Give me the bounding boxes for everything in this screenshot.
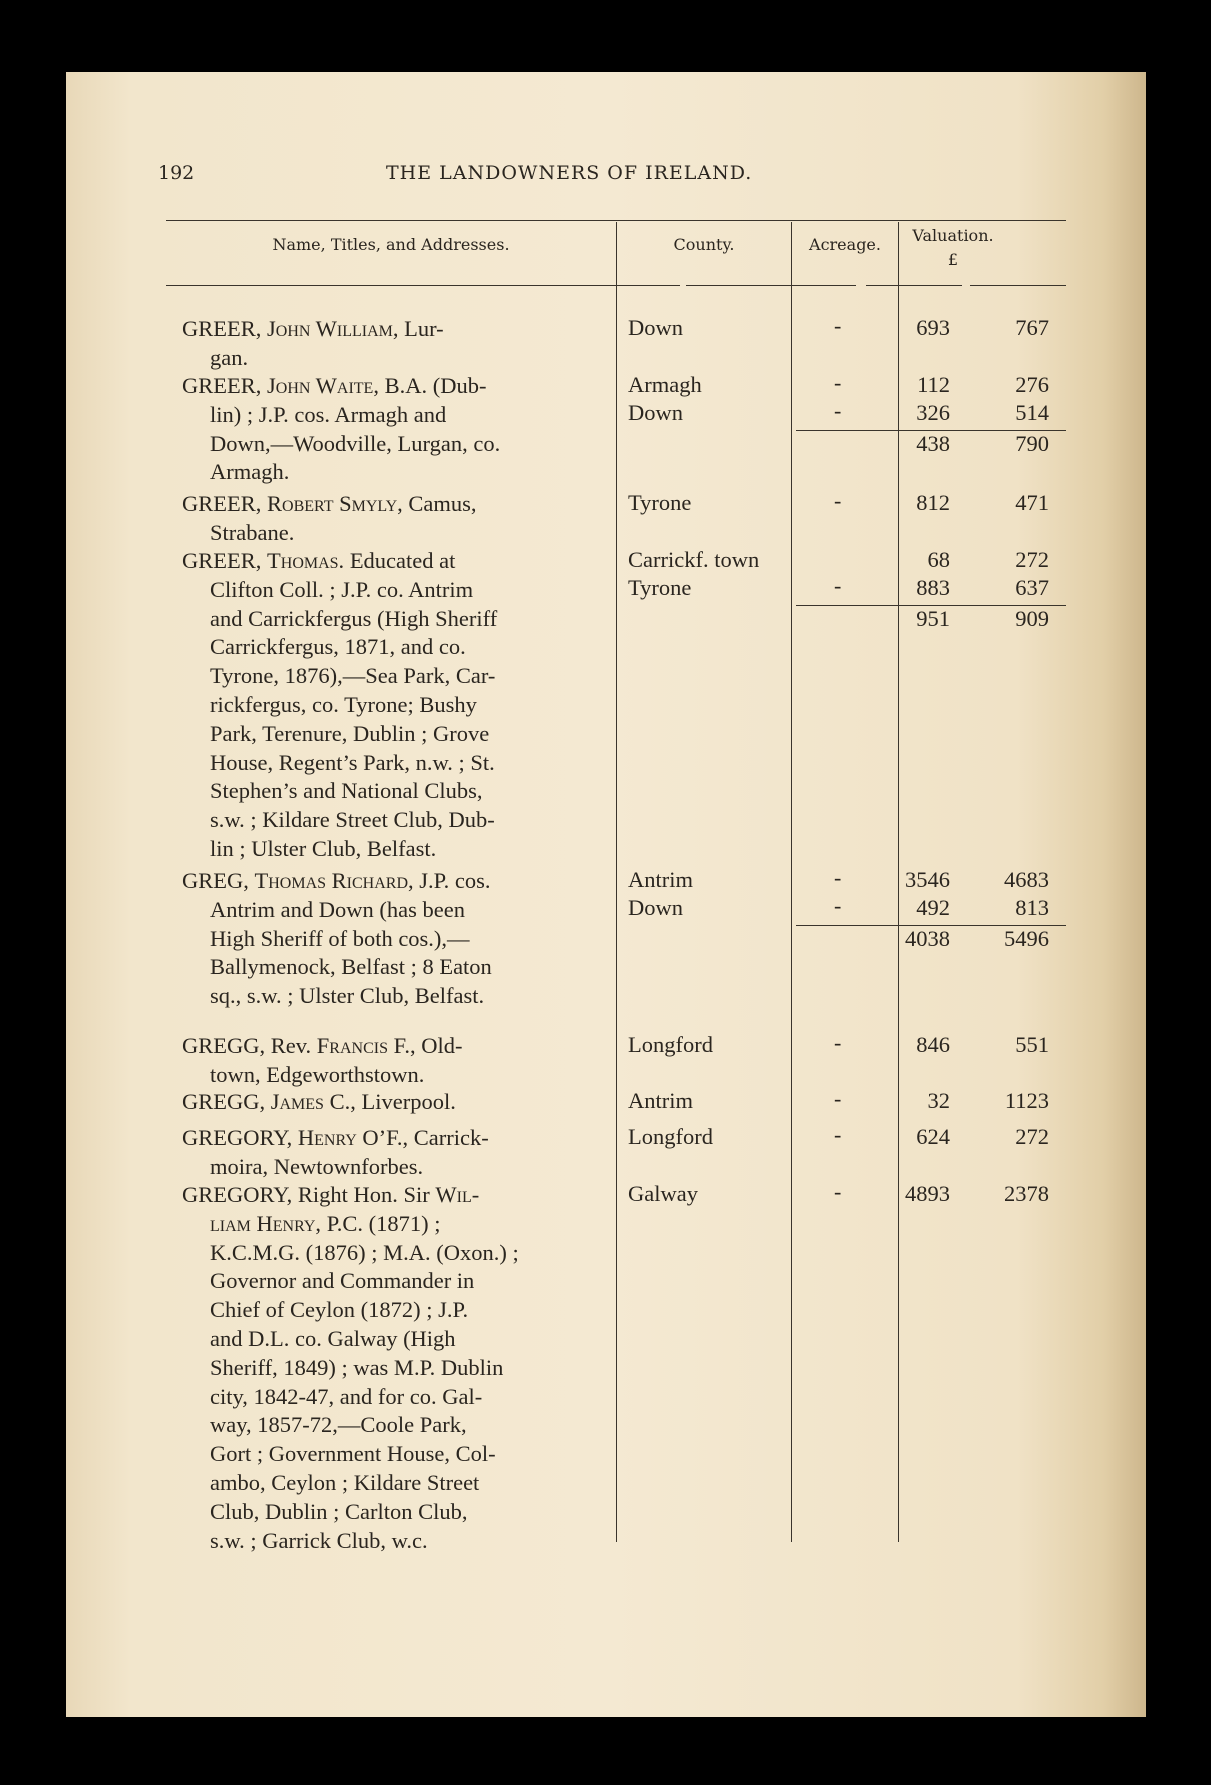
entry-given-names: Wil- xyxy=(435,1182,480,1207)
entry-surname: GREGG, xyxy=(182,1089,271,1114)
leader-dash: - xyxy=(834,865,842,890)
entry-surname: GREGG, Rev. xyxy=(182,1033,317,1058)
entry-line xyxy=(182,372,674,401)
column-header-name: Name, Titles, and Addresses. xyxy=(272,235,510,254)
entry-text: C., Liverpool. xyxy=(323,1089,456,1114)
entry-text: Club, Dublin ; Carlton Club, xyxy=(210,1498,468,1524)
entry-text: Governor and Commander in xyxy=(210,1268,475,1294)
entry-text: Chief of Ceylon (1872) ; J.P. xyxy=(210,1297,469,1323)
acreage-total: 438 xyxy=(916,431,950,456)
entry-given-names: Francis xyxy=(316,1033,388,1058)
entry-text: High Sheriff of both cos.),— xyxy=(210,925,470,951)
leader-dash: - xyxy=(834,398,842,423)
entry-text: Lur- xyxy=(398,316,444,341)
entry-text: Educated at xyxy=(344,548,456,573)
entry-text: rickfergus, co. Tyrone; Bushy xyxy=(210,691,477,717)
entry-line xyxy=(182,1239,674,1268)
entry-line xyxy=(182,1383,674,1412)
header-bottom-rule-county xyxy=(686,285,856,286)
valuation-cell: 813 xyxy=(1015,895,1049,920)
entry-text: Gort ; Government House, Col- xyxy=(210,1441,496,1467)
acreage-cell: 112 xyxy=(917,372,950,397)
county-cell: Longford xyxy=(628,1032,713,1057)
entry-text: and Carrickfergus (High Sheriff xyxy=(210,605,498,631)
entry-given-names: John William, xyxy=(267,316,399,341)
entry-name-block xyxy=(182,1032,674,1090)
county-cell: Galway xyxy=(628,1181,698,1206)
entry-name-block xyxy=(182,1088,674,1117)
county-cell: Armagh xyxy=(628,372,702,397)
county-cell: Antrim xyxy=(628,1088,693,1113)
entry-line xyxy=(182,344,674,373)
entry-given-names: liam Henry, xyxy=(210,1210,322,1236)
entry-text: gan. xyxy=(210,344,249,370)
entry-line xyxy=(182,547,674,576)
entry-text: Down,—Woodville, Lurgan, co. xyxy=(210,430,501,456)
entry-given-names: Thomas Richard, xyxy=(254,868,414,893)
entry-text: Armagh. xyxy=(210,459,290,485)
entry-line xyxy=(182,1124,674,1153)
acreage-cell: 68 xyxy=(927,547,950,572)
entry-text: Clifton Coll. ; J.P. co. Antrim xyxy=(210,576,474,602)
entry-name-block xyxy=(182,372,674,487)
column-header-acreage: Acreage. xyxy=(809,235,881,254)
entry-line xyxy=(182,925,674,954)
entry-name-block xyxy=(182,1181,674,1555)
entry-given-names: Thomas. xyxy=(267,548,345,573)
acreage-cell: 693 xyxy=(916,315,950,340)
entry-text: city, 1842-47, and for co. Gal- xyxy=(210,1383,483,1409)
leader-dash: - xyxy=(834,893,842,918)
column-header-county: County. xyxy=(673,235,735,254)
entry-given-names: James xyxy=(270,1089,324,1114)
header-top-rule xyxy=(166,220,1066,221)
entry-given-names: John Waite, xyxy=(267,373,379,398)
acreage-total: 951 xyxy=(916,606,950,631)
page-number: 192 xyxy=(158,162,195,184)
book-page xyxy=(66,72,1146,1717)
leader-dash: - xyxy=(834,313,842,338)
entry-line xyxy=(182,1210,674,1239)
entry-text: O’F., Carrick- xyxy=(356,1125,489,1150)
header-bottom-rule-name xyxy=(166,285,680,286)
valuation-cell: 637 xyxy=(1015,575,1049,600)
valuation-total: 909 xyxy=(1015,606,1049,631)
valuation-cell: 272 xyxy=(1015,1124,1049,1149)
entry-text: lin ; Ulster Club, Belfast. xyxy=(210,835,437,861)
acreage-cell: 846 xyxy=(916,1032,950,1057)
entry-line xyxy=(182,1440,674,1469)
valuation-cell: 767 xyxy=(1015,315,1049,340)
entry-line xyxy=(182,867,674,896)
entry-surname: GREGORY, Right Hon. Sir xyxy=(182,1182,436,1207)
leader-dash: - xyxy=(834,1179,842,1204)
entry-line xyxy=(182,896,674,925)
entry-text: J.P. cos. xyxy=(413,868,491,893)
entry-line xyxy=(182,458,674,487)
entry-line xyxy=(182,519,674,548)
acreage-cell: 3546 xyxy=(905,867,950,892)
county-cell: Antrim xyxy=(628,867,693,892)
entry-text: K.C.M.G. (1876) ; M.A. (Oxon.) ; xyxy=(210,1239,519,1265)
entry-line xyxy=(182,777,674,806)
entry-line xyxy=(182,1411,674,1440)
entry-line xyxy=(182,1498,674,1527)
entry-line xyxy=(182,953,674,982)
header-bottom-rule-valuation xyxy=(970,285,1066,286)
entry-line xyxy=(182,605,674,634)
entry-line xyxy=(182,1032,674,1061)
entry-line xyxy=(182,1061,674,1090)
column-header-valuation-unit: £ xyxy=(947,250,959,269)
valuation-cell: 551 xyxy=(1015,1032,1049,1057)
entry-line xyxy=(182,1181,674,1210)
entry-text: ambo, Ceylon ; Kildare Street xyxy=(210,1469,480,1495)
entry-line xyxy=(182,430,674,459)
acreage-cell: 624 xyxy=(916,1124,950,1149)
entry-line xyxy=(182,662,674,691)
valuation-cell: 272 xyxy=(1015,547,1049,572)
entry-line xyxy=(182,749,674,778)
entry-name-block xyxy=(182,490,674,548)
entry-line xyxy=(182,982,674,1011)
entry-line xyxy=(182,1267,674,1296)
acreage-cell: 4893 xyxy=(905,1181,950,1206)
entry-text: Sheriff, 1849) ; was M.P. Dublin xyxy=(210,1354,504,1380)
entry-text: Park, Terenure, Dublin ; Grove xyxy=(210,720,490,746)
acreage-cell: 32 xyxy=(927,1088,950,1113)
valuation-total: 790 xyxy=(1015,431,1049,456)
entry-text: and D.L. co. Galway (High xyxy=(210,1325,456,1351)
entry-surname: GREG, xyxy=(182,868,255,893)
entry-surname: GREER, xyxy=(182,316,268,341)
county-cell: Down xyxy=(628,400,683,425)
entry-text: moira, Newtownforbes. xyxy=(210,1153,424,1179)
acreage-cell: 492 xyxy=(916,895,950,920)
county-cell: Tyrone xyxy=(628,575,692,600)
valuation-cell: 471 xyxy=(1015,490,1049,515)
header-bottom-rule-acreage xyxy=(866,285,962,286)
entry-line xyxy=(182,691,674,720)
leader-dash: - xyxy=(834,1030,842,1055)
leader-dash: - xyxy=(834,1086,842,1111)
entry-surname: GREER, xyxy=(182,548,268,573)
entry-given-names: Henry xyxy=(297,1125,357,1150)
entry-line xyxy=(182,1527,674,1556)
column-header-valuation: Valuation. xyxy=(912,226,994,245)
county-cell: Down xyxy=(628,895,683,920)
leader-dash: - xyxy=(834,573,842,598)
valuation-cell: 2378 xyxy=(1004,1181,1049,1206)
entry-text: Stephen’s and National Clubs, xyxy=(210,778,483,804)
entry-line xyxy=(182,633,674,662)
entry-text: Tyrone, 1876),—Sea Park, Car- xyxy=(210,663,496,689)
valuation-cell: 276 xyxy=(1015,372,1049,397)
entry-line xyxy=(182,835,674,864)
entry-line xyxy=(182,1325,674,1354)
leader-dash: - xyxy=(834,370,842,395)
entry-name-block xyxy=(182,1124,674,1182)
county-cell: Carrickf. town xyxy=(628,547,760,572)
running-head: THE LANDOWNERS OF IRELAND. xyxy=(386,162,753,184)
valuation-cell: 1123 xyxy=(1004,1088,1049,1113)
entry-text: way, 1857-72,—Coole Park, xyxy=(210,1412,467,1438)
entry-text: Ballymenock, Belfast ; 8 Eaton xyxy=(210,954,492,980)
entry-text: House, Regent’s Park, n.w. ; St. xyxy=(210,749,495,775)
acreage-cell: 326 xyxy=(916,400,950,425)
entry-text: sq., s.w. ; Ulster Club, Belfast. xyxy=(210,983,485,1009)
entry-line xyxy=(182,720,674,749)
valuation-total: 5496 xyxy=(1004,926,1049,951)
entry-surname: GREER, xyxy=(182,373,268,398)
entry-name-block xyxy=(182,547,674,864)
entry-text: Camus, xyxy=(402,491,477,516)
entry-text: s.w. ; Kildare Street Club, Dub- xyxy=(210,807,495,833)
entry-text: B.A. (Dub- xyxy=(378,373,487,398)
acreage-cell: 883 xyxy=(916,575,950,600)
entry-text: Carrickfergus, 1871, and co. xyxy=(210,634,466,660)
acreage-total: 4038 xyxy=(905,926,950,951)
entry-line xyxy=(182,1153,674,1182)
entry-text: s.w. ; Garrick Club, w.c. xyxy=(210,1527,428,1553)
entry-surname: GREGORY, xyxy=(182,1125,298,1150)
entry-surname: GREER, xyxy=(182,491,268,516)
entry-line xyxy=(182,1354,674,1383)
entry-name-block xyxy=(182,315,674,373)
entry-line xyxy=(182,315,674,344)
entry-text: F., Old- xyxy=(387,1033,463,1058)
entry-line xyxy=(182,401,674,430)
leader-dash: - xyxy=(834,1122,842,1147)
leader-dash: - xyxy=(834,488,842,513)
entry-name-block xyxy=(182,867,674,1011)
valuation-cell: 514 xyxy=(1015,400,1049,425)
entry-line xyxy=(182,1469,674,1498)
entry-text: P.C. (1871) ; xyxy=(321,1210,441,1236)
entry-line xyxy=(182,1088,674,1117)
entry-text: town, Edgeworthstown. xyxy=(210,1061,425,1087)
entry-text: Antrim and Down (has been xyxy=(210,896,465,922)
acreage-cell: 812 xyxy=(916,490,950,515)
county-cell: Down xyxy=(628,315,683,340)
entry-line xyxy=(182,806,674,835)
entry-text: lin) ; J.P. cos. Armagh and xyxy=(210,401,447,427)
county-cell: Longford xyxy=(628,1124,713,1149)
entry-given-names: Robert Smyly, xyxy=(267,491,403,516)
entry-text: Strabane. xyxy=(210,519,295,545)
valuation-cell: 4683 xyxy=(1004,867,1049,892)
entry-line xyxy=(182,1296,674,1325)
county-cell: Tyrone xyxy=(628,490,692,515)
entry-line xyxy=(182,576,674,605)
entry-line xyxy=(182,490,674,519)
